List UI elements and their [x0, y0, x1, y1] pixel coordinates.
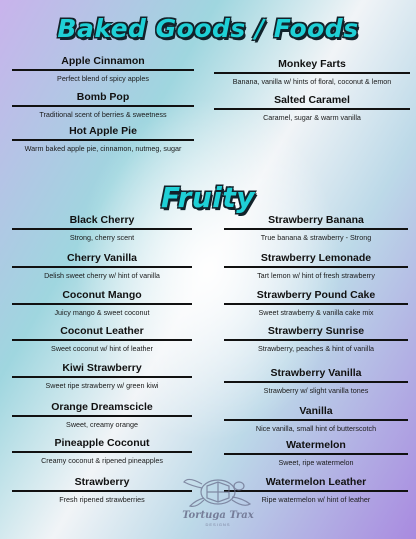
product-name: Cherry Vanilla — [66, 252, 138, 264]
product-name: Hot Apple Pie — [69, 125, 137, 137]
divider — [224, 381, 408, 383]
divider — [12, 69, 194, 71]
product-coconut-leather — [12, 325, 192, 353]
product-name: Strawberry Sunrise — [267, 325, 365, 337]
product-name: Strawberry Banana — [268, 214, 364, 226]
product-black-cherry — [12, 214, 192, 242]
product-name: Orange Dreamscicle — [51, 401, 153, 413]
product-name: Pineapple Coconut — [54, 437, 150, 449]
baked-goods-title: Baked Goods / Foods — [57, 14, 359, 43]
product-pineapple-coconut — [12, 437, 192, 465]
product-kiwi-strawberry — [12, 362, 192, 390]
product-apple-cinnamon — [12, 55, 194, 83]
product-bomb-pop — [12, 91, 194, 119]
product-description: Strawberry w/ slight vanilla tones — [263, 386, 369, 395]
product-strawberry-lemonade — [224, 252, 408, 280]
product-name: Strawberry Pound Cake — [256, 289, 376, 301]
product-strawberry-sunrise — [224, 325, 408, 353]
brand-subtitle: DESIGNS — [205, 522, 231, 527]
product-description: True banana & strawberry - Strong — [260, 233, 372, 242]
product-name: Coconut Mango — [62, 289, 142, 301]
divider — [224, 453, 408, 455]
product-name: Vanilla — [299, 405, 333, 417]
product-description: Sweet ripe strawberry w/ green kiwi — [45, 381, 159, 390]
product-name: Salted Caramel — [274, 94, 350, 106]
product-description: Banana, vanilla w/ hints of floral, coconut & lemon — [232, 77, 392, 86]
product-description: Sweet, creamy orange — [66, 420, 138, 429]
divider — [12, 339, 192, 341]
divider — [224, 419, 408, 421]
product-description: Warm baked apple pie, cinnamon, nutmeg, sugar — [24, 144, 182, 153]
divider — [12, 376, 192, 378]
product-description: Tart lemon w/ hint of fresh strawberry — [257, 271, 375, 280]
product-description: Ripe watermelon w/ hint of leather — [261, 495, 371, 504]
product-description: Strawberry, peaches & hint of vanilla — [257, 344, 375, 353]
product-watermelon — [224, 439, 408, 467]
divider — [214, 108, 410, 110]
product-description: Traditional scent of berries & sweetness — [39, 110, 167, 119]
product-description: Juicy mango & sweet coconut — [54, 308, 150, 317]
divider — [12, 415, 192, 417]
product-name: Strawberry Lemonade — [260, 252, 372, 264]
product-strawberry-banana — [224, 214, 408, 242]
product-description: Sweet, ripe watermelon — [278, 458, 354, 467]
product-vanilla — [224, 405, 408, 433]
product-name: Watermelon Leather — [265, 476, 367, 488]
divider — [12, 105, 194, 107]
brand-name: Tortuga Trax — [182, 510, 254, 521]
product-strawberry-vanilla — [224, 367, 408, 395]
product-description: Sweet coconut w/ hint of leather — [51, 344, 153, 353]
product-description: Perfect blend of spicy apples — [57, 74, 149, 83]
product-orange-dreamscicle — [12, 401, 192, 429]
product-description: Fresh ripened strawberries — [59, 495, 145, 504]
divider — [12, 266, 192, 268]
product-name: Strawberry — [74, 476, 130, 488]
divider — [224, 339, 408, 341]
fruity-title: Fruity — [160, 181, 256, 214]
divider — [12, 490, 192, 492]
product-description: Delish sweet cherry w/ hint of vanilla — [44, 271, 160, 280]
product-hot-apple-pie — [12, 125, 194, 153]
divider — [12, 303, 192, 305]
divider — [224, 303, 408, 305]
product-name: Coconut Leather — [60, 325, 144, 337]
divider — [224, 266, 408, 268]
product-name: Kiwi Strawberry — [62, 362, 142, 374]
product-monkey-farts — [214, 58, 410, 86]
divider — [214, 72, 410, 74]
brand-logo — [178, 470, 258, 536]
product-strawberry-pound-cake — [224, 289, 408, 317]
product-name: Strawberry Vanilla — [270, 367, 362, 379]
product-coconut-mango — [12, 289, 192, 317]
divider — [12, 451, 192, 453]
product-salted-caramel — [214, 94, 410, 122]
product-description: Nice vanilla, small hint of butterscotch — [255, 424, 377, 433]
sea-turtle-icon — [178, 470, 258, 512]
product-cherry-vanilla — [12, 252, 192, 280]
product-description: Strong, cherry scent — [69, 233, 135, 242]
divider — [224, 228, 408, 230]
product-description: Creamy coconut & ripened pineapples — [41, 456, 163, 465]
product-name: Bomb Pop — [76, 91, 130, 103]
product-name: Black Cherry — [69, 214, 135, 226]
product-name: Apple Cinnamon — [61, 55, 145, 67]
product-strawberry — [12, 476, 192, 504]
product-description: Sweet strawberry & vanilla cake mix — [258, 308, 374, 317]
divider — [12, 228, 192, 230]
product-name: Monkey Farts — [278, 58, 346, 70]
product-name: Watermelon — [286, 439, 346, 451]
divider — [12, 139, 194, 141]
product-description: Caramel, sugar & warm vanilla — [263, 113, 361, 122]
